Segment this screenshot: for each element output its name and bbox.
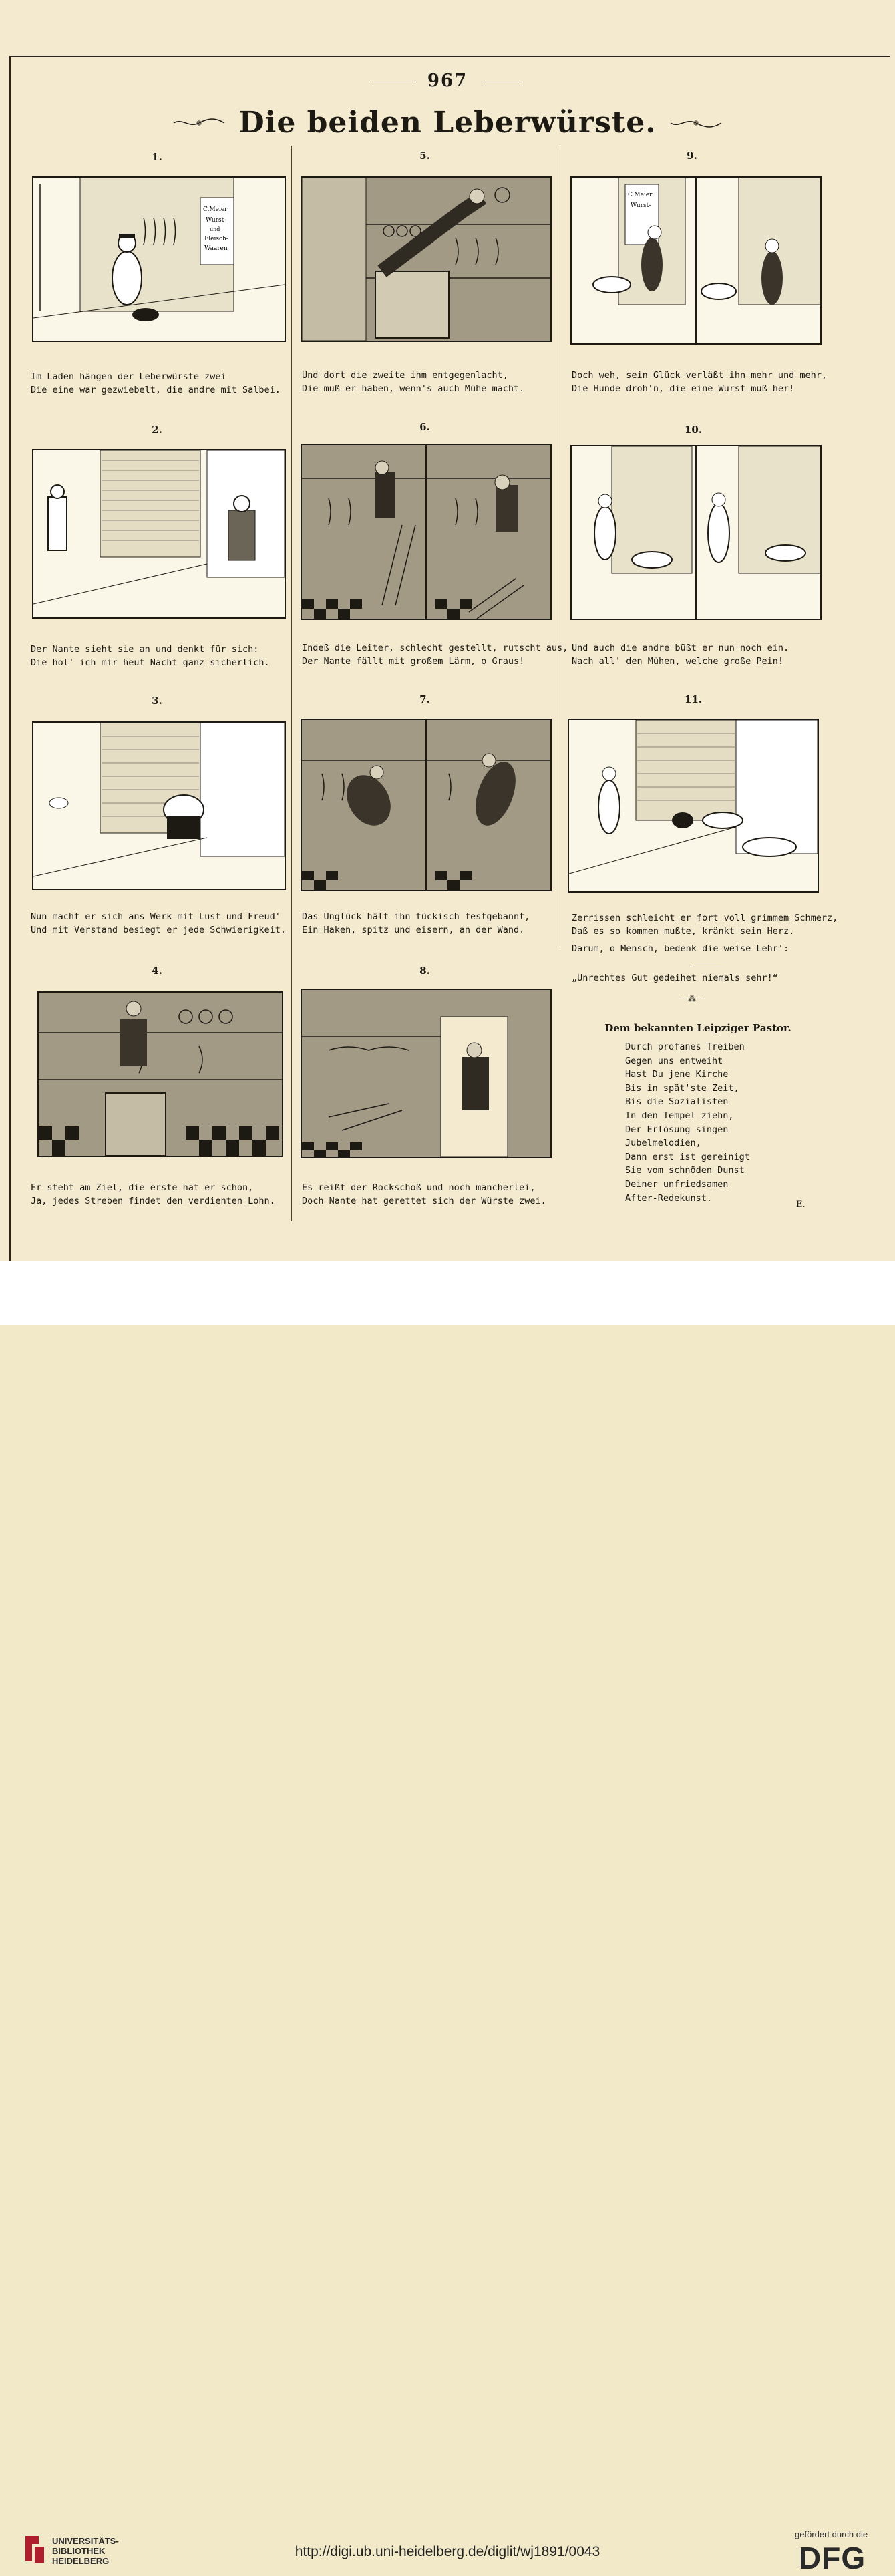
panel-caption (31, 1181, 275, 1208)
panel-number: 3. (152, 695, 162, 707)
poem-line: Sie vom schnöden Dunst (625, 1165, 745, 1176)
panel-caption (31, 910, 286, 937)
moral-text (572, 942, 789, 955)
caption-line: Zerrissen schleicht er fort voll grimmem Schmerz, (572, 913, 838, 923)
fleuron-icon: —⁂— (680, 994, 704, 1003)
panel-number: 5. (419, 150, 430, 162)
poem-line: After-Redekunst. (625, 1192, 713, 1204)
caption-line: Und dort die zweite ihm entgegenlacht, (302, 370, 508, 381)
panel-number: 6. (419, 421, 430, 433)
poem-line: Gegen uns entweiht (625, 1055, 723, 1066)
caption-line: Und auch die andre büßt er nun noch ein. (572, 643, 789, 653)
caption-line: Die hol' ich mir heut Nacht ganz sicherlich. (31, 657, 270, 668)
caption-line: Nun macht er sich ans Werk mit Lust und Freud' (31, 911, 281, 922)
caption-line: Die muß er haben, wenn's auch Mühe macht. (302, 383, 525, 394)
poem-line: In den Tempel ziehn, (625, 1110, 734, 1121)
shop-sign: Wurst- (206, 217, 226, 224)
panel-caption (572, 911, 838, 938)
panel-number: 2. (152, 424, 162, 436)
library-name-line: HEIDELBERG (52, 2556, 110, 2566)
panel-number: 8. (419, 965, 430, 977)
poem-line: Bis die Sozialisten (625, 1096, 729, 1108)
shop-sign: Fleisch- (204, 236, 228, 243)
story-title: Die beiden Leberwürste. (238, 106, 657, 140)
comic-panel-10 (570, 445, 822, 620)
shop-sign: Waaren (204, 245, 228, 252)
shop-sign: und (210, 226, 220, 232)
panel-caption (302, 910, 530, 937)
caption-line: Doch weh, sein Glück verläßt ihn mehr und mehr, (572, 370, 828, 381)
poem-line: Hast Du jene Kirche (625, 1069, 729, 1080)
caption-line: Das Unglück hält ihn tückisch festgebannt, (302, 911, 530, 922)
moral-text (572, 971, 778, 985)
page-scan (0, 0, 895, 1261)
funded-by-label: gefördert durch die (795, 2529, 868, 2539)
caption-line: Die eine war gezwiebelt, die andre mit Salbei. (31, 385, 281, 395)
left-ornament-icon (172, 116, 226, 130)
panel-caption (302, 369, 524, 395)
panel-number: 11. (684, 693, 703, 705)
panel-caption (302, 1181, 546, 1208)
source-url-link[interactable]: http://digi.ub.uni-heidelberg.de/diglit/wj1891/0043 (295, 2544, 600, 2559)
page-number: 967 (0, 71, 895, 91)
comic-panel-4 (37, 991, 283, 1157)
caption-line: Nach all' den Mühen, welche große Pein! (572, 656, 783, 667)
poem-line: Der Erlösung singen (625, 1124, 729, 1135)
comic-panel-2 (32, 449, 286, 619)
caption-line: Doch Nante hat gerettet sich der Würste zwei. (302, 1196, 546, 1206)
panel-caption (572, 641, 789, 668)
top-border-rule (9, 56, 890, 57)
shop-sign: Wurst- (631, 202, 651, 209)
comic-panel-8 (301, 989, 552, 1158)
panel-caption (302, 641, 568, 668)
moral-line: „Unrechtes Gut gedeihet niemals sehr!“ (572, 973, 778, 983)
caption-line: Ein Haken, spitz und eisern, an der Wand. (302, 925, 525, 935)
comic-panel-3 (32, 721, 286, 890)
poem-line: Dann erst ist gereinigt (625, 1151, 750, 1162)
moral-line: Darum, o Mensch, bedenk die weise Lehr': (572, 943, 789, 954)
poem-line: Bis in spät'ste Zeit, (625, 1082, 739, 1094)
panel-caption (572, 369, 827, 395)
shop-sign: C.Meier (203, 206, 228, 213)
left-border-rule (9, 56, 11, 1261)
poem-title: Dem bekannten Leipziger Pastor. (604, 1022, 791, 1034)
caption-line: Die Hunde droh'n, die eine Wurst muß her! (572, 383, 795, 394)
caption-line: Im Laden hängen der Leberwürste zwei (31, 371, 226, 382)
caption-line: Indeß die Leiter, schlecht gestellt, rutscht aus, (302, 643, 568, 653)
comic-panel-6 (301, 444, 552, 620)
comic-panel-7 (301, 719, 552, 891)
caption-line: Der Nante fällt mit großem Lärm, o Graus! (302, 656, 525, 667)
caption-line: Der Nante sieht sie an und denkt für sich: (31, 644, 259, 655)
poem-signature: E. (796, 1200, 806, 1210)
poem-text (625, 1040, 750, 1205)
poem-line: Durch profanes Treiben (625, 1041, 745, 1052)
caption-line: Und mit Verstand besiegt er jede Schwierigkeit. (31, 925, 287, 935)
right-ornament-icon (669, 116, 723, 130)
panel-number: 7. (419, 693, 430, 705)
panel-number: 4. (152, 965, 162, 977)
caption-line: Ja, jedes Streben findet den verdienten Lohn. (31, 1196, 275, 1206)
column-separator (291, 146, 292, 1221)
caption-line: Es reißt der Rockschoß und noch mancherlei, (302, 1182, 536, 1193)
poem-line: Deiner unfriedsamen (625, 1178, 729, 1190)
title-row (0, 106, 895, 140)
footer-bar (0, 1261, 895, 2575)
comic-panel-1 (32, 176, 286, 342)
panel-caption (31, 643, 270, 669)
panel-number: 9. (687, 150, 697, 162)
dfg-logo[interactable]: DFG (799, 2541, 866, 2575)
panel-number: 10. (684, 424, 703, 436)
library-name-line: UNIVERSITÄTS- (52, 2536, 119, 2546)
caption-line: Er steht am Ziel, die erste hat er schon, (31, 1182, 254, 1193)
comic-panel-5 (301, 176, 552, 342)
caption-line: Daß es so kommen mußte, kränkt sein Herz. (572, 926, 795, 937)
poem-line: Jubelmelodien, (625, 1138, 701, 1149)
shop-sign: C.Meier (628, 192, 653, 198)
comic-panel-11 (568, 719, 819, 893)
library-name-line: BIBLIOTHEK (52, 2546, 106, 2556)
panel-number: 1. (152, 151, 162, 163)
comic-panel-9 (570, 176, 822, 345)
panel-caption (31, 370, 281, 397)
